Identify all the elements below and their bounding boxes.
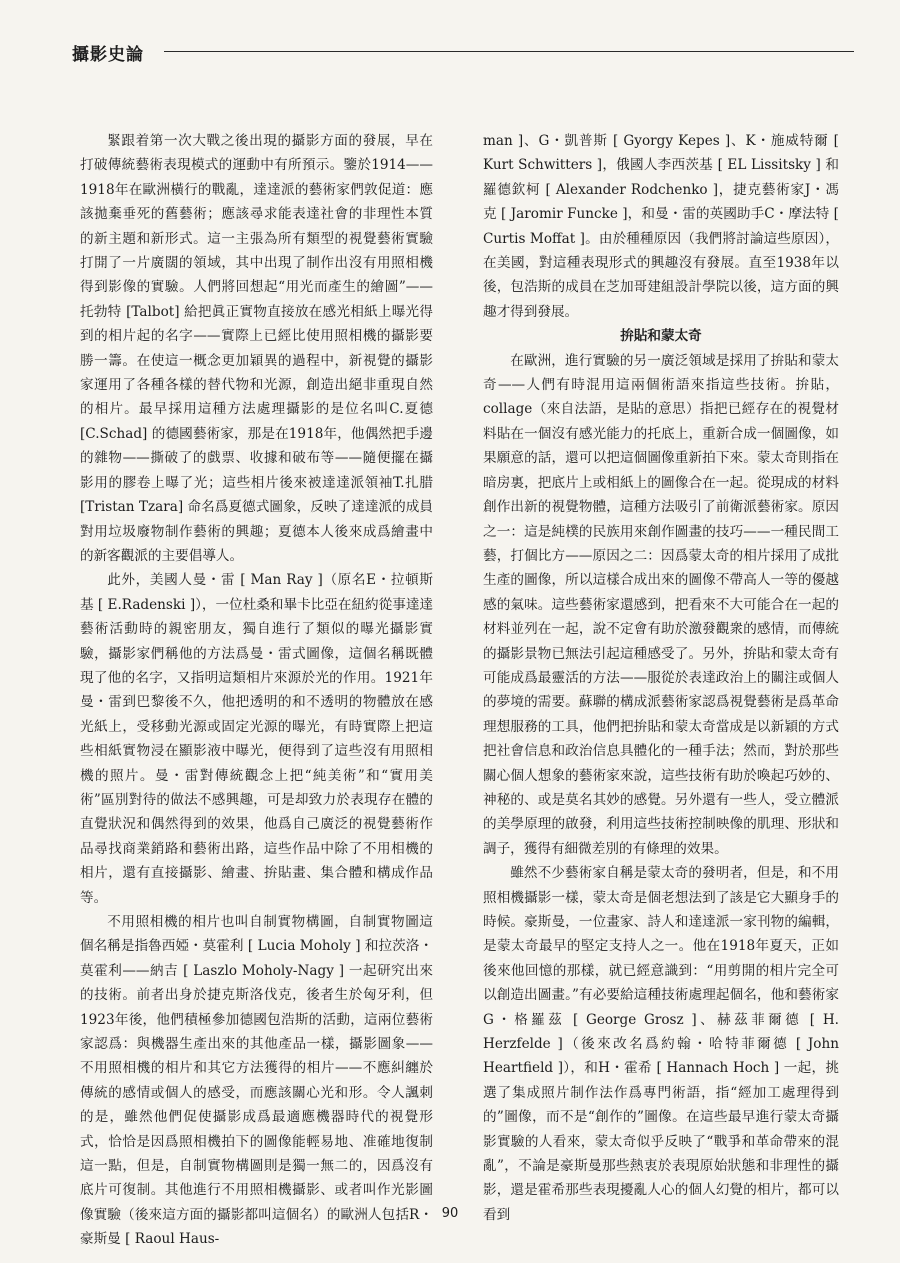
- body-paragraph: 在歐洲，進行實驗的另一廣泛領域是採用了拚貼和蒙太奇——人們有時混用這兩個術語來指這些技術。拚貼，collage（來自法語，是貼的意思）指把已經存在的視覺材料貼在一個沒有感光能力的托底上，重新合成一個圖像，如果願意的話，還可以把這個圖像重新拍下來。蒙太奇則指在暗房裏，把底片上或相紙上的圖像合在一起。從現成的材料創作出新的視覺物體，這種方法吸引了前衛派藝術家。原因之一：這是純樸的民族用來創作圖畫的技巧——一種民間工藝，打個比方——原因之二：因爲蒙太奇的相片採用了成批生產的圖像，所以這樣合成出來的圖像不帶高人一等的優越感的氣味。這些藝術家還感到，把看來不大可能合在一起的材料並列在一起，說不定會有助於激發觀衆的感情，而傳統的攝影景物已無法引起這種感受了。另外，拚貼和蒙太奇有可能成爲最靈活的方法——服從於表達政治上的關注或個人的夢境的需要。蘇聯的構成派藝術家認爲視覺藝術是爲革命理想服務的工具，他們把拚貼和蒙太奇當成是以新穎的方式把社會信息和政治信息具體化的一種手法；然而，對於那些關心個人想象的藝術家來說，這些技術有助於喚起巧妙的、神秘的、或是莫名其妙的感覺。另外還有一些人，受立體派的美學原理的啟發，利用這些技術控制映像的肌理、形狀和調子，獲得有細微差別的有條理的效果。: [483, 352, 839, 857]
- right-column: [483, 129, 839, 1223]
- section-heading: 拚貼和蒙太奇: [620, 328, 702, 345]
- body-paragraph: 不用照相機的相片也叫自制實物構圖，自制實物圖這個名稱是指魯西婭・莫霍利 [ Lucia Moholy ] 和拉茨洛・莫霍利——納吉 [ Laszlo Moholy-Nagy ] 一起研究出來的技術。前者出身於捷克斯洛伐克，後者生於匈牙利，但1923年後，他們積極參加德國包浩斯的活動，這兩位藝術家認爲：與機器生產出來的其他產品一樣，攝影圖象——不用照相機的相片和其它方法獲得的相片——不應糾纏於傳統的感情或個人的感受，而應該關心光和形。令人諷刺的是，雖然他們促使攝影成爲最適應機器時代的視覺形式，恰恰是因爲照相機拍下的圖像能輕易地、准確地復制這一點，但是，自制實物構圖則是獨一無二的，因爲沒有底片可復制。其他進行不用照相機攝影、或者叫作光影圖像實驗（後來這方面的攝影都叫這個名）的歐洲人包括R・豪斯曼 [ Raoul Haus-: [80, 914, 433, 1248]
- left-column: [80, 129, 434, 1248]
- continued-paragraph: man ]、G・凱普斯 [ Gyorgy Kepes ]、K・施威特爾 [ Kurt Schwitters ]，俄國人李西茨基 [ EL Lissitsky ] 和羅德欽柯 [ Alexander Rodchenko ]，捷克藝術家J・馮克 [ Jaromir Funcke ]，和曼・雷的英國助手C・摩法特 [ Curtis Moffat ]。由於種種原因（我們將討論這些原因），在美國，對這種表現形式的興趣沒有發展。直至1938年以後，包浩斯的成員在芝加哥建組設計學院以後，這方面的興趣才得到發展。: [483, 133, 839, 320]
- body-paragraph: 雖然不少藝術家自稱是蒙太奇的發明者，但是，和不用照相機攝影一樣，蒙太奇是個老想法到了該是它大顯身手的時候。豪斯曼，一位畫家、詩人和達達派一家刊物的編輯，是蒙太奇最早的堅定支持人之一。他在1918年夏天，正如後來他回憶的那樣，就已經意識到：“用剪開的相片完全可以創造出圖畫。”有必要給這種技術處理起個名，他和藝術家G・格羅茲 [ George Grosz ]、赫茲菲爾德 [ H. Herzfelde ]（後來改名爲約翰・哈特菲爾德 [ John Heartfield ]），和H・霍希 [ Hannach Hoch ] 一起，挑選了集成照片制作法作爲專門術語，指“經加工處理得到的”圖像，而不是“創作的”圖像。在這些最早進行蒙太奇攝影實驗的人看來，蒙太奇似乎反映了“戰爭和革命帶來的混亂”，不論是豪斯曼那些熱衷於表現原始狀態和非理性的攝影，還是霍希那些表現擾亂人心的個人幻覺的相片，都可以看到: [483, 865, 839, 1223]
- running-header: [72, 40, 854, 70]
- book-title: 攝影史論: [72, 45, 144, 65]
- header-rule: [164, 51, 854, 52]
- body-paragraph: 緊跟着第一次大戰之後出現的攝影方面的發展，早在打破傳統藝術表現模式的運動中有所預示。鑒於1914——1918年在歐洲橫行的戰亂，達達派的藝術家們敦促道：應該拋棄垂死的舊藝術；應該尋求能表達社會的非理性本質的新主題和新形式。這一主張為所有類型的視覺藝術實驗打開了一片廣闊的領域，其中出現了制作出沒有用照相機得到影像的實驗。人們將回想起“用光而產生的繪圖”——托勃特 [Talbot] 給把眞正實物直接放在感光相紙上曝光得到的相片起的名字——實際上已經比使用照相機的攝影要勝一籌。在使這一概念更加穎異的過程中，新視覺的攝影家運用了各種各樣的替代物和光源，創造出絕非重現自然的相片。最早採用這種方法處理攝影的是位名叫C.夏德 [C.Schad] 的德國藝術家，那是在1918年，他偶然把手邊的雜物——撕破了的戲票、收據和破布等——隨便擺在攝影用的膠卷上曝了光；這些相片後來被達達派領袖T.扎腊 [Tristan Tzara] 命名爲夏德式圖象，反映了達達派的成員對用垃圾廢物制作藝術的興趣；夏德本人後來成爲繪畫中的新客觀派的主要倡導人。: [80, 133, 433, 564]
- body-paragraph: 此外，美國人曼・雷 [ Man Ray ]（原名E・拉頓斯基 [ E.Radenski ]），一位杜桑和畢卡比亞在紐約從事達達藝術活動時的親密朋友，獨自進行了類似的曝光攝影實驗，攝影家們稱他的方法爲曼・雷式圖像，這個名稱既體現了他的名字，又指明這類相片來源於光的作用。1921年曼・雷到巴黎後不久，他把透明的和不透明的物體放在感光紙上，受移動光源或固定光源的曝光，有時實際上把這些相紙實物浸在顯影液中曝光，便得到了這些沒有用照相機的照片。曼・雷對傳統觀念上把“純美術”和“實用美術”區別對待的做法不感興趣，可是却致力於表現存在體的直覺狀況和偶然得到的效果，他爲自己廣泛的視覺藝術作品尋找商業銷路和藝術出路，這些作品中除了不用相機的相片，還有直接攝影、繪畫、拚貼畫、集合體和構成作品等。: [80, 572, 434, 906]
- page-number: 90: [441, 1206, 459, 1221]
